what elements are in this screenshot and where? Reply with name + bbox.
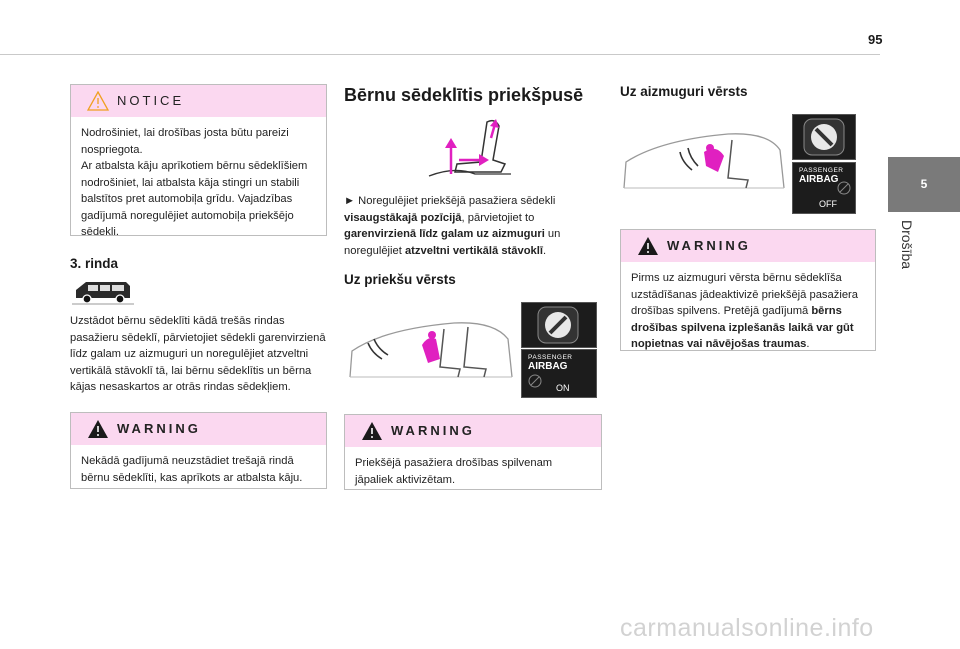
key-switch-icon bbox=[536, 305, 580, 345]
key-switch-icon bbox=[802, 117, 846, 157]
seat-adjust-icon bbox=[415, 116, 525, 188]
warning-label-mid: WARNING bbox=[391, 423, 475, 438]
panel-on-line1: PASSENGER bbox=[528, 354, 573, 361]
warning-text-right bbox=[621, 262, 875, 361]
warning-text-left: Nekādā gadījumā neuzstādiet trešajā rindā bērnu sēdeklīti, kas aprīkots ar atbalsta kāju. bbox=[81, 455, 303, 484]
panel-on-line2: AIRBAG bbox=[528, 361, 568, 372]
page-number: 95 bbox=[868, 32, 883, 47]
warning-text-mid: Priekšējā pasažiera drošības spilvenam jāpaliek aktivizētam. bbox=[355, 457, 553, 486]
instr-part-4: . bbox=[543, 244, 547, 257]
instr-bold-3: atzveltni vertikālā stāvoklī bbox=[404, 244, 543, 257]
panel-off-state: OFF bbox=[819, 199, 837, 209]
notice-line-1: Nodrošiniet, lai drošības josta būtu pareizi nospriegota. bbox=[81, 127, 289, 156]
warning-box-left bbox=[70, 412, 327, 489]
section-title bbox=[893, 220, 919, 300]
instr-bold-1: visaugstākajā pozīcijā bbox=[344, 211, 462, 224]
instr-part-3: un noregulējiet bbox=[344, 228, 561, 257]
panel-on-state: ON bbox=[556, 383, 570, 393]
warning-label-left: WARNING bbox=[117, 421, 201, 436]
panel-off-line2: AIRBAG bbox=[799, 174, 839, 185]
notice-box bbox=[70, 84, 327, 236]
header-rule bbox=[0, 54, 880, 55]
front-instruction bbox=[344, 193, 602, 259]
warning-label-right: WARNING bbox=[667, 238, 751, 253]
warning-triangle-icon bbox=[637, 236, 659, 256]
van-icon bbox=[72, 278, 134, 306]
instr-bold-2: garenvirzienā līdz galam uz aizmuguri bbox=[344, 228, 545, 240]
airbag-key-switch-off bbox=[792, 114, 856, 160]
watermark-text: carmanualsonline.info bbox=[620, 614, 874, 642]
section-tab[interactable]: 5 bbox=[888, 157, 960, 212]
warning-triangle-outline-icon bbox=[87, 91, 109, 111]
warning-right-bold: bērns drošības spilvena izplešanās laikā var gūt nopietnas vai nāvējošas traumas bbox=[631, 305, 854, 350]
warning-triangle-icon bbox=[361, 421, 383, 441]
instr-part-1: ► Noregulējiet priekšējā pasažiera sēdekli bbox=[344, 195, 556, 207]
airbag-off-indicator-icon bbox=[528, 374, 542, 388]
airbag-off-indicator-icon bbox=[837, 181, 851, 195]
warning-box-mid bbox=[344, 414, 602, 490]
warning-right-part-2: . bbox=[806, 338, 810, 350]
warning-triangle-icon bbox=[87, 419, 109, 439]
car-rear-facing-illustration bbox=[620, 126, 788, 196]
rear-heading: Uz aizmuguri vērsts bbox=[620, 84, 748, 99]
warning-header-right bbox=[621, 230, 875, 262]
passenger-airbag-on-panel bbox=[521, 349, 597, 398]
warning-header-mid bbox=[345, 415, 601, 447]
warning-right-part-1: Pirms uz aizmuguri vērsta bērnu sēdeklīša uzstādīšanas jādeaktivizē priekšējā pasažiera drošības spilvens. Pretējā gadījumā bbox=[631, 272, 858, 317]
notice-label: NOTICE bbox=[117, 93, 185, 108]
row3-text: Uzstādot bērnu sēdeklīti kādā trešās rindas pasažieru sēdeklī, pārvietojiet sēdekli garenvirzienā līdz galam uz aizmuguri un noregulējiet atzveltni vertikālā stāvoklī tā, lai bērnu sēdeklītis un bērna kājas nesaskartos ar otrās rindas sēdekļiem. bbox=[70, 315, 326, 393]
instr-part-2: , pārvietojiet to bbox=[461, 211, 535, 224]
section-title-text: Drošība bbox=[899, 220, 915, 270]
passenger-airbag-off-panel bbox=[792, 162, 856, 214]
warning-header-left bbox=[71, 413, 326, 445]
panel-off-line1: PASSENGER bbox=[799, 167, 844, 174]
notice-header bbox=[71, 85, 326, 117]
notice-line-2: Ar atbalsta kāju aprīkotiem bērnu sēdeklīšiem nodrošiniet, lai atbalsta kāja stingri un stabili balstītos pret automobiļa grīdu. Vajadzības gadījumā noregulējiet automobiļa priekšējo sēdekli. bbox=[81, 160, 308, 238]
notice-body bbox=[71, 117, 326, 249]
car-forward-facing-illustration bbox=[344, 315, 516, 385]
airbag-key-switch-on bbox=[521, 302, 597, 348]
forward-heading: Uz priekšu vērsts bbox=[344, 272, 456, 287]
warning-box-right bbox=[620, 229, 876, 351]
row3-heading: 3. rinda bbox=[70, 256, 119, 271]
front-heading: Bērnu sēdeklītis priekšpusē bbox=[344, 85, 584, 105]
